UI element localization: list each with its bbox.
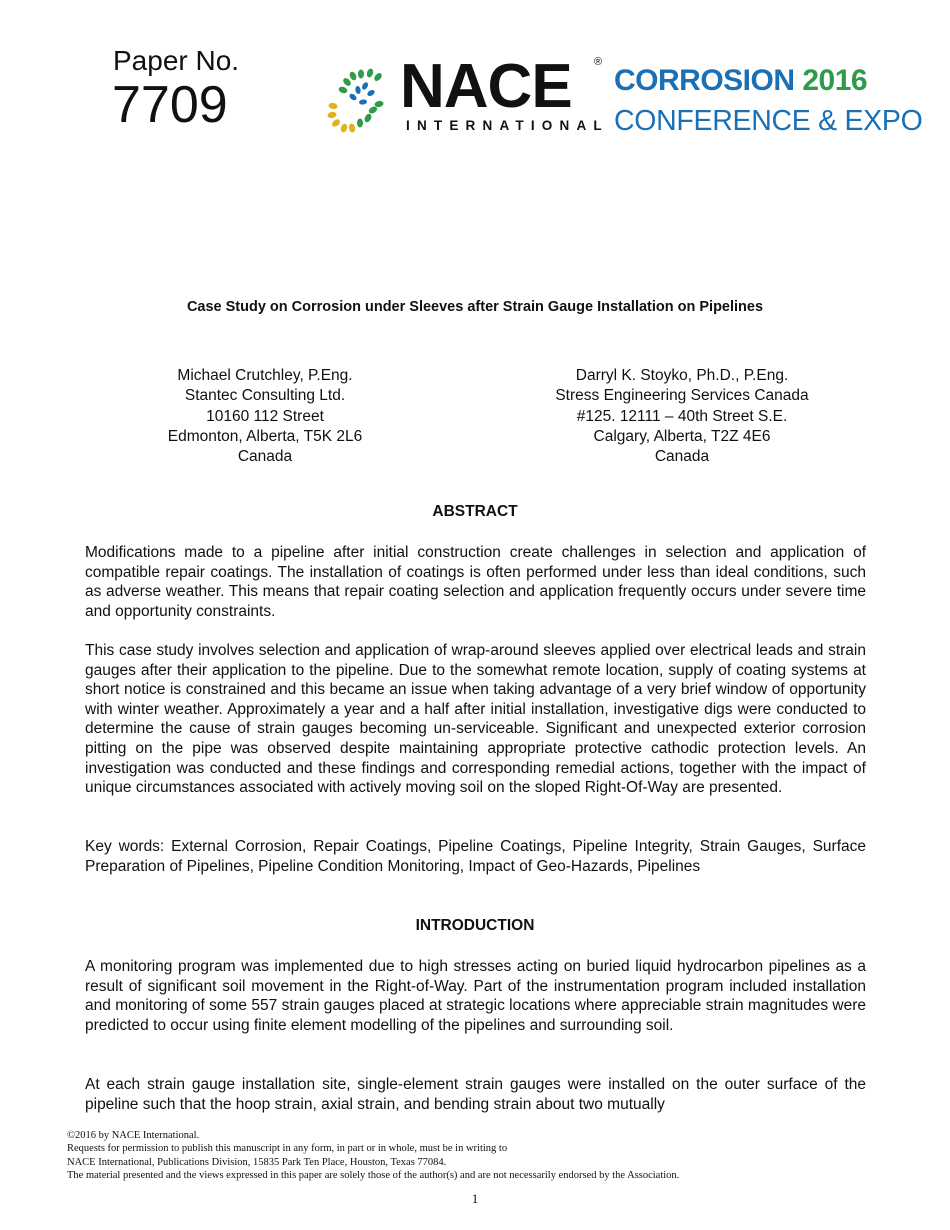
page-number: 1 xyxy=(471,1191,479,1206)
introduction-paragraph-2: At each strain gauge installation site, single-element strain gauges were installed on the outer surface of the pipeline such that the hoop strain, axial strain, and bending strain about two mutually xyxy=(85,1076,866,1113)
paper-number: 7709 xyxy=(112,76,228,134)
conference-year: 2016 xyxy=(802,64,868,97)
abstract-heading: ABSTRACT xyxy=(432,503,518,520)
author-country: Canada xyxy=(237,448,293,466)
author-name: Michael Crutchley, P.Eng. xyxy=(177,367,353,384)
author-country: Canada xyxy=(654,448,710,466)
footer-copyright: ©2016 by NACE International. xyxy=(67,1130,200,1141)
author-name: Darryl K. Stoyko, Ph.D., P.Eng. xyxy=(575,367,789,384)
abstract-paragraph-2: This case study involves selection and application of wrap-around sleeves applied over electrical leads and strain gauges after their application to the pipeline. Due to the somewhat remote location, supply of coating systems at short notice is constrained and this became an issue when taking advantage of a very brief window of opportunity with winter weather. Approximately a year and a half after initial installation, investigative digs were conducted to determine the cause of strain gauges becoming un-serviceable. Significant and unexpected exterior corrosion pitting on the pipe was observed despite maintaining appropriate protective cathodic protection levels. An investigation was conducted and these findings and corresponding remedial actions, together with the impact of unique circumstances associated with actively moving soil on the sloped Right-Of-Way are presented. xyxy=(85,642,866,797)
author-block-1 xyxy=(115,366,415,467)
author-street: 10160 112 Street xyxy=(206,407,324,425)
author-city: Calgary, Alberta, T2Z 4E6 xyxy=(593,427,771,445)
paper-label: Paper No. xyxy=(113,45,240,76)
paper-title: Case Study on Corrosion under Sleeves after Strain Gauge Installation on Pipelines xyxy=(186,299,764,315)
nace-subtitle: INTERNATIONAL xyxy=(406,118,609,133)
footer-line: Requests for permission to publish this manuscript in any form, in part or in whole, must be in writing to xyxy=(67,1143,508,1155)
conference-name xyxy=(614,64,867,98)
conference-title: CORROSION xyxy=(614,64,795,97)
author-city: Edmonton, Alberta, T5K 2L6 xyxy=(167,427,363,445)
registered-mark: ® xyxy=(594,56,603,68)
introduction-paragraph-1: A monitoring program was implemented due to high stresses acting on buried liquid hydrocarbon pipelines as a result of significant soil movement in the Right-of-Way. Part of the instrumentation program included installation and monitoring of some 557 strain gauges placed at strategic locations where appreciable strain magnitudes were predicted to occur using finite element modelling of the pipelines and surrounding soil. xyxy=(85,958,866,1034)
introduction-heading: INTRODUCTION xyxy=(415,917,535,934)
author-organization: Stantec Consulting Ltd. xyxy=(184,387,346,405)
footer-line: NACE International, Publications Division, 15835 Park Ten Place, Houston, Texas 77084. xyxy=(67,1156,447,1168)
footer-notice xyxy=(67,1129,679,1182)
keywords-paragraph: Key words: External Corrosion, Repair Coatings, Pipeline Coatings, Pipeline Integrity, Strain Gauges, Surface Preparation of Pipelines, Pipeline Condition Monitoring, Impact of Geo-Hazards, Pipelines xyxy=(85,838,866,875)
author-block-2 xyxy=(532,366,832,467)
nace-logo-icon xyxy=(323,66,399,136)
author-organization: Stress Engineering Services Canada xyxy=(555,387,809,405)
conference-subtitle: CONFERENCE & EXPO xyxy=(614,105,923,137)
footer-line: The material presented and the views expressed in this paper are solely those of the author(s) and are not necessarily endorsed by the Association. xyxy=(67,1169,680,1181)
author-street: #125. 12111 – 40th Street S.E. xyxy=(576,407,788,425)
nace-wordmark: NACE xyxy=(400,52,572,121)
abstract-paragraph-1: Modifications made to a pipeline after initial construction create challenges in selection and application of compatible repair coatings. The installation of coatings is often performed under less than ideal conditions, such as adverse weather. This means that repair coating selection and application frequently occurs under severe time and opportunity constraints. xyxy=(85,544,866,620)
